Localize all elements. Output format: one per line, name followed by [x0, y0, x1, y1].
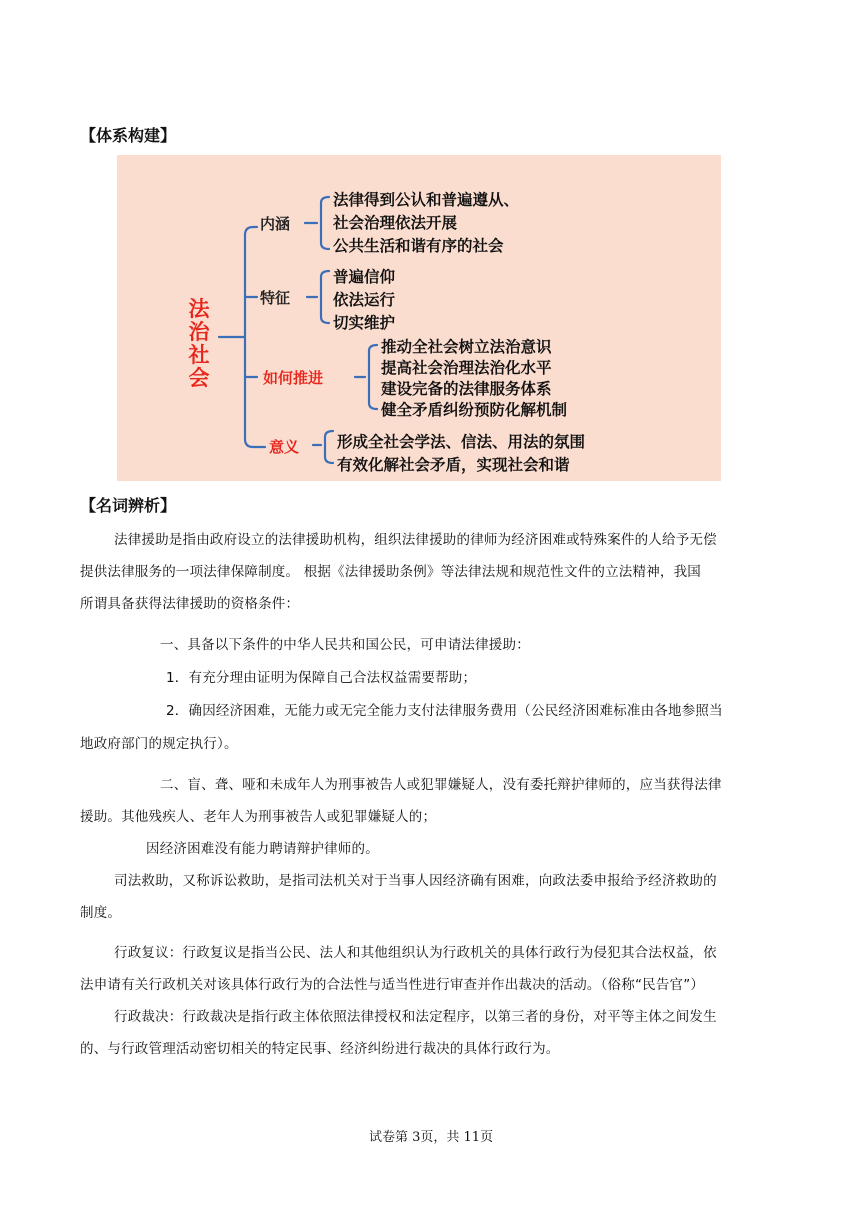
root-char: 法	[188, 297, 210, 321]
paragraph-legal-aid-line: 法律援助是指由政府设立的法律援助机构，组织法律援助的律师为经济困难或特殊案件的人给予无偿	[114, 532, 717, 548]
condition-two: 二、盲、聋、哑和未成年人为刑事被告人或犯罪嫌疑人，没有委托辩护律师的，应当获得法律	[160, 777, 722, 793]
branch-leaf: 切实维护	[333, 314, 396, 332]
paragraph-admin-review: 行政复议：行政复议是指当公民、法人和其他组织认为行政机关的具体行政行为侵犯其合法权益，依	[114, 945, 717, 961]
branch-tezheng-label: 特征	[260, 289, 291, 307]
condition-one-item-2-cont: 地政府部门的规定执行）。	[80, 736, 238, 752]
paragraph-legal-aid-line: 所谓具备获得法律援助的资格条件：	[80, 596, 300, 612]
branch-tuijin-label: 如何推进	[263, 369, 324, 387]
condition-one-item-2: 2．确因经济困难，无能力或无完全能力支付法律服务费用（公民经济困难标准由各地参照当	[166, 703, 723, 719]
paragraph-judicial-aid: 司法救助，又称诉讼救助，是指司法机关对于当事人因经济确有困难，向政法委申报给予经济救助的	[114, 873, 717, 889]
condition-two-cont: 援助。其他残疾人、老年人为刑事被告人或犯罪嫌疑人的；	[80, 809, 437, 825]
branch-leaf: 依法运行	[333, 291, 396, 309]
branch-yiyi-label: 意义	[269, 438, 300, 456]
branch-leaf: 推动全社会树立法治意识	[381, 338, 552, 356]
branch-leaf: 社会治理依法开展	[333, 214, 458, 232]
branch-neihan-label: 内涵	[260, 215, 291, 233]
branch-leaf: 提高社会治理法治化水平	[381, 359, 552, 377]
condition-one-item-1: 1．有充分理由证明为保障自己合法权益需要帮助；	[166, 670, 477, 686]
paragraph-admin-review-cont: 法申请有关行政机关对该具体行政行为的合法性与适当性进行审查并作出裁决的活动。（俗称“民告官”）	[80, 977, 705, 993]
branch-leaf: 公共生活和谐有序的社会	[333, 237, 504, 255]
root-char: 会	[188, 366, 210, 390]
branch-leaf: 健全矛盾纠纷预防化解机制	[381, 401, 568, 419]
branch-leaf: 有效化解社会矛盾，实现社会和谐	[337, 456, 570, 474]
branch-leaf: 建设完备的法律服务体系	[381, 380, 552, 398]
root-char: 治	[188, 320, 210, 344]
mind-map-figure	[117, 155, 721, 481]
section-heading-system: 【体系构建】	[80, 126, 177, 145]
paragraph-judicial-aid-cont: 制度。	[80, 905, 122, 921]
section-heading-terms: 【名词辨析】	[80, 496, 177, 515]
branch-leaf: 普遍信仰	[333, 268, 396, 286]
root-char: 社	[188, 343, 210, 367]
branch-leaf: 形成全社会学法、信法、用法的氛围	[337, 433, 586, 451]
paragraph-legal-aid-line: 提供法律服务的一项法律保障制度。 根据《法律援助条例》等法律法规和规范性文件的立法精神，我国	[80, 564, 701, 580]
mind-map-root	[187, 298, 211, 390]
paragraph-admin-ruling: 行政裁决：行政裁决是指行政主体依照法律授权和法定程序，以第三者的身份，对平等主体之间发生	[114, 1009, 717, 1025]
condition-two-cont: 因经济困难没有能力聘请辩护律师的。	[146, 841, 379, 857]
condition-one: 一、具备以下条件的中华人民共和国公民，可申请法律援助：	[160, 637, 530, 653]
page-footer: 试卷第 3页，共 11页	[369, 1130, 494, 1145]
branch-leaf: 法律得到公认和普遍遵从、	[333, 191, 520, 209]
paragraph-admin-ruling-cont: 的、与行政管理活动密切相关的特定民事、经济纠纷进行裁决的具体行政行为。	[80, 1041, 560, 1057]
